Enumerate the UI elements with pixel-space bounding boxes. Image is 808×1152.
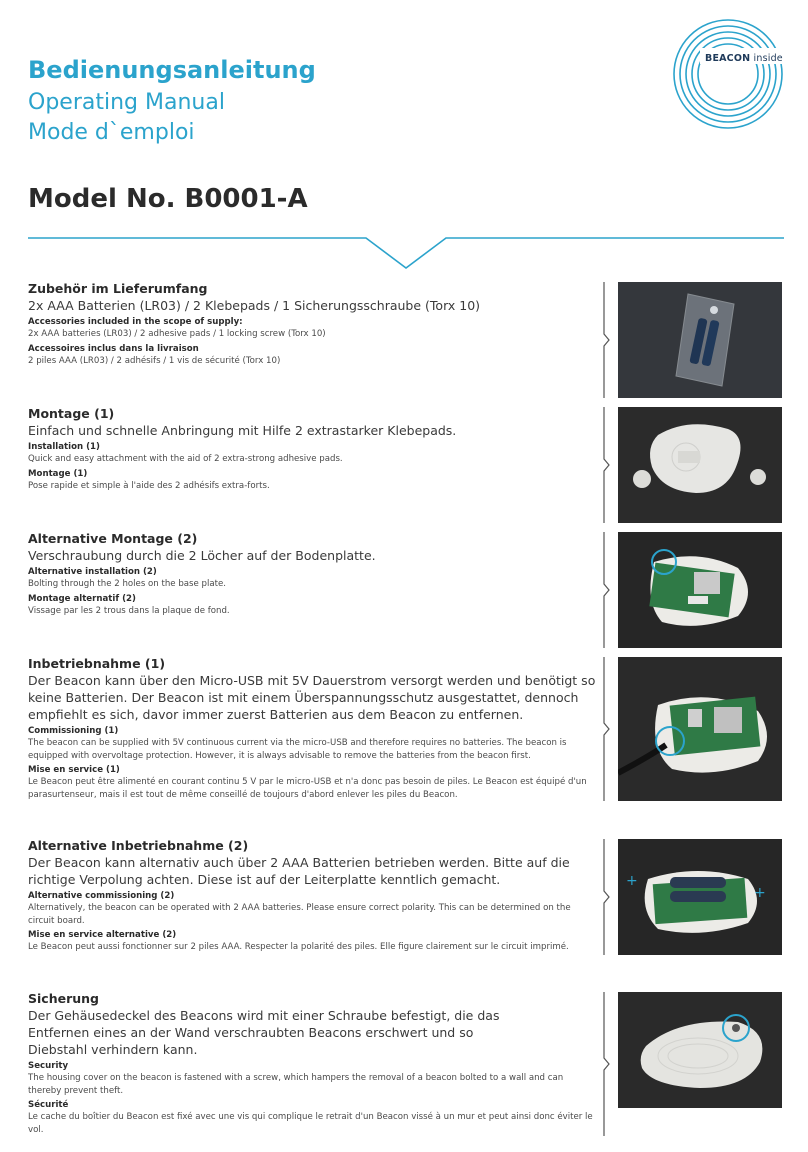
polarity-mark: + (626, 873, 638, 889)
section-fr-text: Le cache du boîtier du Beacon est fixé avec une vis qui complique le retrait d'un Beacon vissé à un mur et peut ainsi donc éviter le vol. (28, 1112, 593, 1135)
section-en-text: The housing cover on the beacon is fastened with a screw, which hampers the removal of a beacon bolted to a wall and can thereby prevent theft. (28, 1073, 564, 1096)
section-fr-heading: Mise en service (1) (28, 765, 120, 775)
section-lead: Der Gehäusedeckel des Beacons wird mit einer Schraube befestigt, die das Entfernen eines an der Wand verschraubten Beacons erschwert und so Diebstahl verhindern kann. (28, 1008, 500, 1057)
section-bracket (598, 407, 610, 523)
logo-wordmark: BEACON inside (705, 53, 783, 64)
photo-commissioning (618, 657, 782, 801)
section-en-text: Bolting through the 2 holes on the base plate. (28, 579, 227, 589)
section-installation (28, 405, 598, 492)
section-fr-heading: Montage (1) (28, 468, 88, 479)
title-french: Mode d`emploi (28, 120, 195, 145)
section-bracket (598, 532, 610, 648)
section-heading: Inbetriebnahme (1) (28, 656, 166, 671)
photo-installation (618, 407, 782, 523)
photo-security (618, 992, 782, 1108)
section-heading: Alternative Montage (2) (28, 531, 198, 546)
section-en-text: The beacon can be supplied with 5V continuous current via the micro-USB and therefore requires no batteries. The beacon is equipped with overvoltage protection. However, it is always advisable to remove the batteries from the beacon first. (28, 738, 567, 761)
section-bracket (598, 839, 610, 955)
section-fr-heading: Accessoires inclus dans la livraison (28, 343, 199, 354)
section-fr-heading: Sécurité (28, 1100, 69, 1110)
section-en-text: 2x AAA batteries (LR03) / 2 adhesive pads / 1 locking screw (Torx 10) (28, 329, 326, 339)
section-bracket (598, 657, 610, 801)
section-en-heading: Accessories included in the scope of supply: (28, 317, 243, 327)
section-fr-heading: Mise en service alternative (2) (28, 930, 177, 940)
model-number: Model No. B0001-A (28, 184, 308, 214)
section-fr-text: Pose rapide et simple à l'aide des 2 adhésifs extra-forts. (28, 480, 270, 491)
section-heading: Montage (1) (28, 406, 115, 421)
section-commissioning (28, 655, 598, 801)
section-en-heading: Commissioning (1) (28, 726, 119, 736)
section-en-text: Alternatively, the beacon can be operated with 2 AAA batteries. Please ensure correct polarity. This can be determined on the circuit board. (28, 903, 571, 926)
section-heading: Alternative Inbetriebnahme (2) (28, 838, 249, 853)
section-lead: Verschraubung durch die 2 Löcher auf der Bodenplatte. (28, 548, 376, 563)
photo-alt-installation (618, 532, 782, 648)
section-fr-heading: Montage alternatif (2) (28, 593, 136, 604)
title-german: Bedienungsanleitung (28, 56, 316, 84)
section-en-heading: Alternative installation (2) (28, 567, 157, 577)
section-lead: 2x AAA Batterien (LR03) / 2 Klebepads / 1 Sicherungsschraube (Torx 10) (28, 298, 481, 313)
section-heading: Zubehör im Lieferumfang (28, 281, 208, 296)
section-accessories (28, 280, 598, 367)
section-en-heading: Security (28, 1061, 69, 1071)
section-alt-commissioning (28, 837, 598, 954)
title-english: Operating Manual (28, 90, 225, 115)
photo-accessories (618, 282, 782, 398)
section-security (28, 990, 598, 1136)
section-fr-text: Le Beacon peut être alimenté en courant continu 5 V par le micro-USB et n'a donc pas besoin de piles. Le Beacon est équipé d'un parasurtenseur, mais il est tout de même conseillé de toujours d'abord enlever les piles du Beacon. (28, 777, 587, 800)
section-alt-installation (28, 530, 598, 617)
section-en-text: Quick and easy attachment with the aid of 2 extra-strong adhesive pads. (28, 454, 343, 464)
section-lead: Der Beacon kann über den Micro-USB mit 5V Dauerstrom versorgt werden und benötigt so keine Batterien. Der Beacon ist mit einem Überspannungsschutz ausgestattet, dennoch empfiehlt es sich, davor immer zuerst Batterien aus dem Beacon zu entfernen. (28, 673, 596, 722)
section-lead: Einfach und schnelle Anbringung mit Hilfe 2 extrastarker Klebepads. (28, 423, 457, 438)
section-bracket (598, 282, 610, 398)
photo-alt-commissioning (618, 839, 782, 955)
section-en-heading: Installation (1) (28, 442, 100, 452)
section-lead: Der Beacon kann alternativ auch über 2 AAA Batterien betrieben werden. Bitte auf die richtige Verpolung achten. Diese ist auf der Leiterplatte kenntlich gemacht. (28, 855, 570, 887)
section-en-heading: Alternative commissioning (2) (28, 891, 175, 901)
section-fr-text: Vissage par les 2 trous dans la plaque de fond. (28, 605, 230, 616)
section-fr-text: Le Beacon peut aussi fonctionner sur 2 piles AAA. Respecter la polarité des piles. Elle figure clairement sur le circuit imprimé. (28, 942, 569, 952)
section-fr-text: 2 piles AAA (LR03) / 2 adhésifs / 1 vis de sécurité (Torx 10) (28, 355, 281, 366)
section-bracket (598, 992, 610, 1136)
section-heading: Sicherung (28, 991, 99, 1006)
beacon-logo (672, 18, 784, 130)
header-divider (28, 228, 784, 272)
polarity-mark: + (754, 885, 766, 901)
